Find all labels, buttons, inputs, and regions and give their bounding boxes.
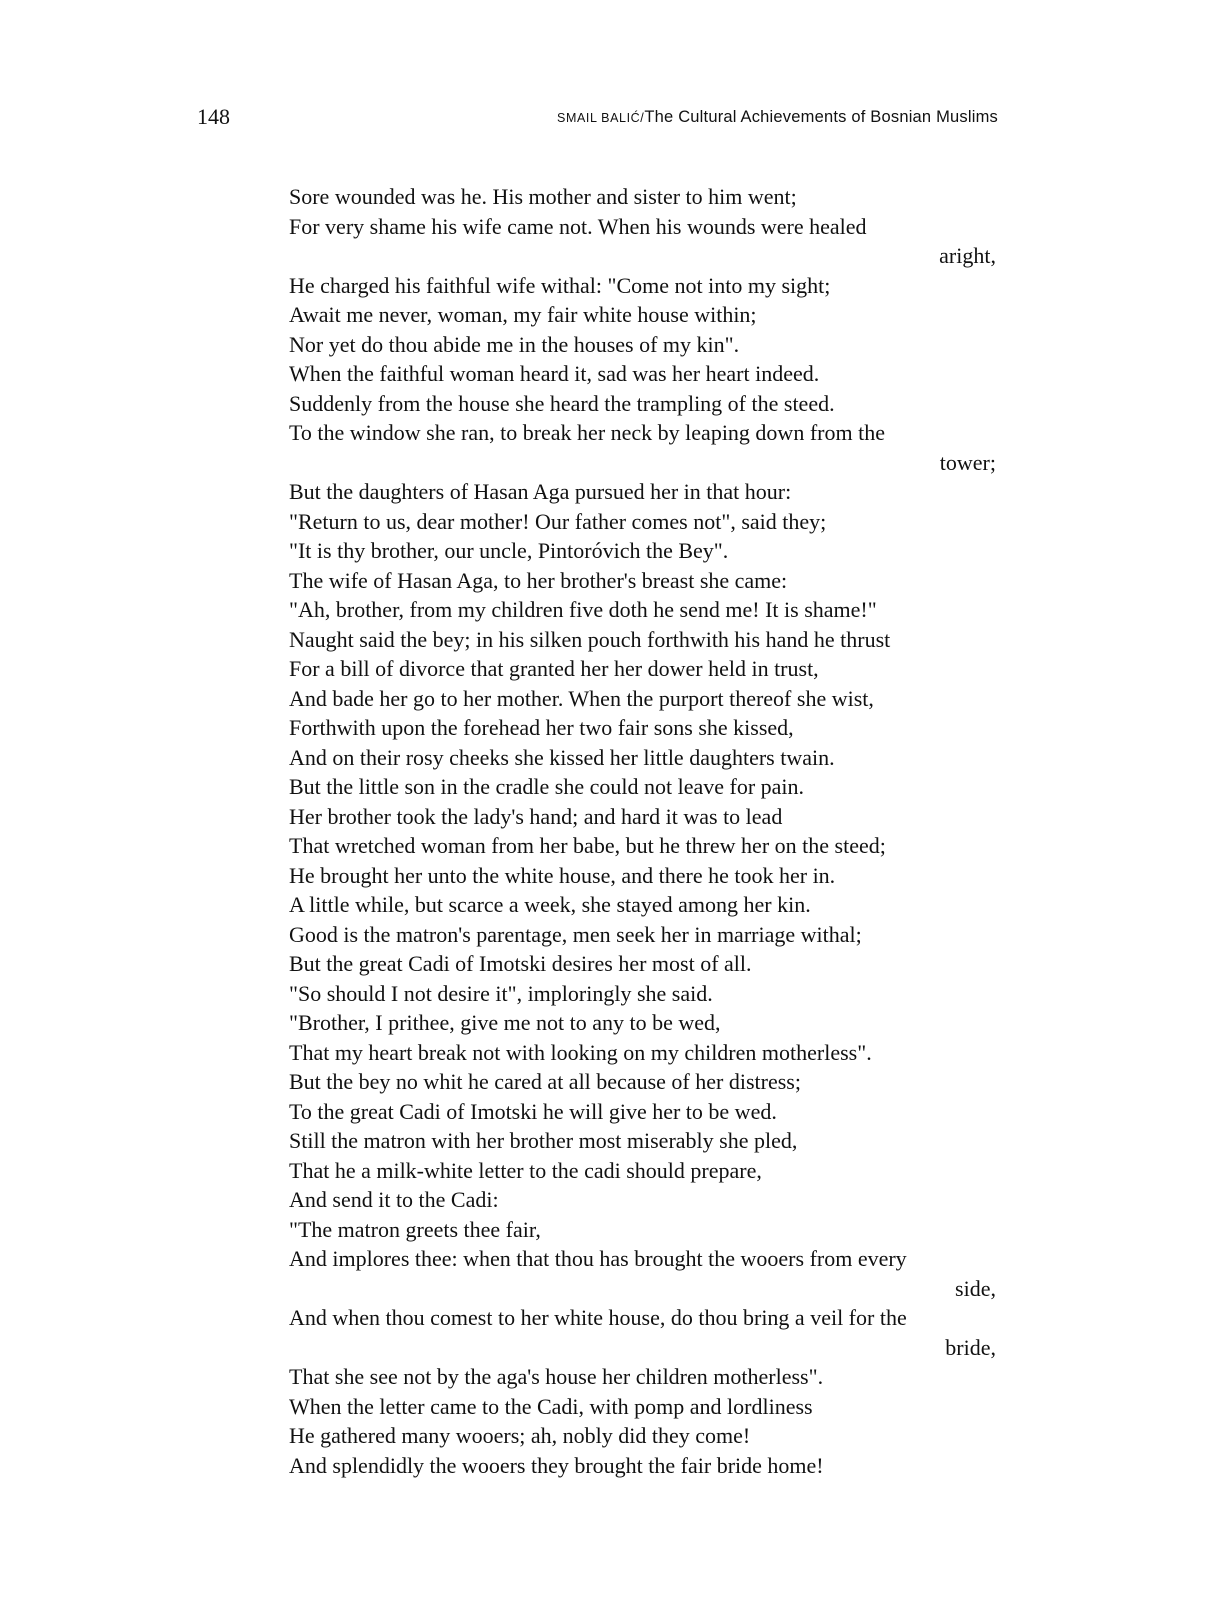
poem-line: For very shame his wife came not. When his wounds were healed xyxy=(289,213,867,239)
poem-line: And splendidly the wooers they brought the fair bride home! xyxy=(289,1452,824,1478)
poem-line: "It is thy brother, our uncle, Pintoróvich the Bey". xyxy=(289,538,729,563)
poem-line: And when thou comest to her white house, do thou bring a veil for the xyxy=(289,1305,907,1330)
poem-line: Await me never, woman, my fair white house within; xyxy=(289,302,757,327)
poem-line: And implores thee: when that thou has brought the wooers from every xyxy=(289,1246,907,1271)
poem-line: That wretched woman from her babe, but he threw her on the steed; xyxy=(289,833,886,858)
poem-line: And on their rosy cheeks she kissed her little daughters twain. xyxy=(289,744,835,770)
poem-line: A little while, but scarce a week, she stayed among her kin. xyxy=(289,892,811,917)
poem-line: "The matron greets thee fair, xyxy=(289,1216,541,1242)
poem-line: To the window she ran, to break her neck by leaping down from the xyxy=(289,420,885,445)
poem-line: But the little son in the cradle she could not leave for pain. xyxy=(289,774,805,799)
poem-line-continuation: aright, xyxy=(939,243,996,268)
poem-line: Good is the matron's parentage, men seek her in marriage withal; xyxy=(289,921,862,947)
running-header xyxy=(0,104,1209,134)
poem-line: That he a milk-white letter to the cadi should prepare, xyxy=(289,1157,762,1183)
poem-line: He brought her unto the white house, and there he took her in. xyxy=(289,862,836,888)
running-head-author: SMAIL BALIĆ/ xyxy=(557,111,645,125)
poem-line: To the great Cadi of Imotski he will give her to be wed. xyxy=(289,1098,777,1124)
poem-line: But the daughters of Hasan Aga pursued her in that hour: xyxy=(289,479,792,504)
poem-line: And send it to the Cadi: xyxy=(289,1187,499,1212)
poem-line-continuation: tower; xyxy=(939,449,996,475)
poem-line: For a bill of divorce that granted her her dower held in trust, xyxy=(289,656,819,681)
poem-line: Naught said the bey; in his silken pouch forthwith his hand he thrust xyxy=(289,626,891,652)
poem-line: He charged his faithful wife withal: "Come not into my sight; xyxy=(289,272,831,298)
poem-line-continuation: side, xyxy=(955,1275,996,1301)
running-head xyxy=(557,108,998,127)
poem-line: Sore wounded was he. His mother and sister to him went; xyxy=(289,184,797,209)
poem-line: "Return to us, dear mother! Our father comes not", said they; xyxy=(289,508,827,534)
poem-line: Her brother took the lady's hand; and hard it was to lead xyxy=(289,803,783,829)
poem-line: Nor yet do thou abide me in the houses of my kin". xyxy=(289,331,740,357)
poem-line: And bade her go to her mother. When the purport thereof she wist, xyxy=(289,685,874,711)
poem-line: That my heart break not with looking on my children motherless". xyxy=(289,1039,872,1065)
poem-line: When the letter came to the Cadi, with pomp and lordliness xyxy=(289,1393,813,1419)
poem-line: Forthwith upon the forehead her two fair sons she kissed, xyxy=(289,715,794,740)
running-head-title: The Cultural Achievements of Bosnian Muslims xyxy=(644,108,998,126)
poem-line: That she see not by the aga's house her children motherless". xyxy=(289,1364,824,1389)
poem-line: Suddenly from the house she heard the trampling of the steed. xyxy=(289,390,835,416)
poem-line: The wife of Hasan Aga, to her brother's breast she came: xyxy=(289,567,788,593)
poem-line: Still the matron with her brother most miserably she pled, xyxy=(289,1128,798,1153)
poem-line: "So should I not desire it", imploringly she said. xyxy=(289,980,713,1006)
poem-line: He gathered many wooers; ah, nobly did they come! xyxy=(289,1423,751,1448)
poem-line: When the faithful woman heard it, sad was her heart indeed. xyxy=(289,361,820,386)
poem-line: "Brother, I prithee, give me not to any to be wed, xyxy=(289,1010,721,1035)
page-number: 148 xyxy=(197,104,230,129)
poem-line: But the great Cadi of Imotski desires her most of all. xyxy=(289,951,752,976)
poem-line: But the bey no whit he cared at all because of her distress; xyxy=(289,1069,801,1094)
poem-line-continuation: bride, xyxy=(945,1334,996,1360)
poem-text xyxy=(289,182,999,1480)
poem-line: "Ah, brother, from my children five doth he send me! It is shame!" xyxy=(289,597,877,622)
